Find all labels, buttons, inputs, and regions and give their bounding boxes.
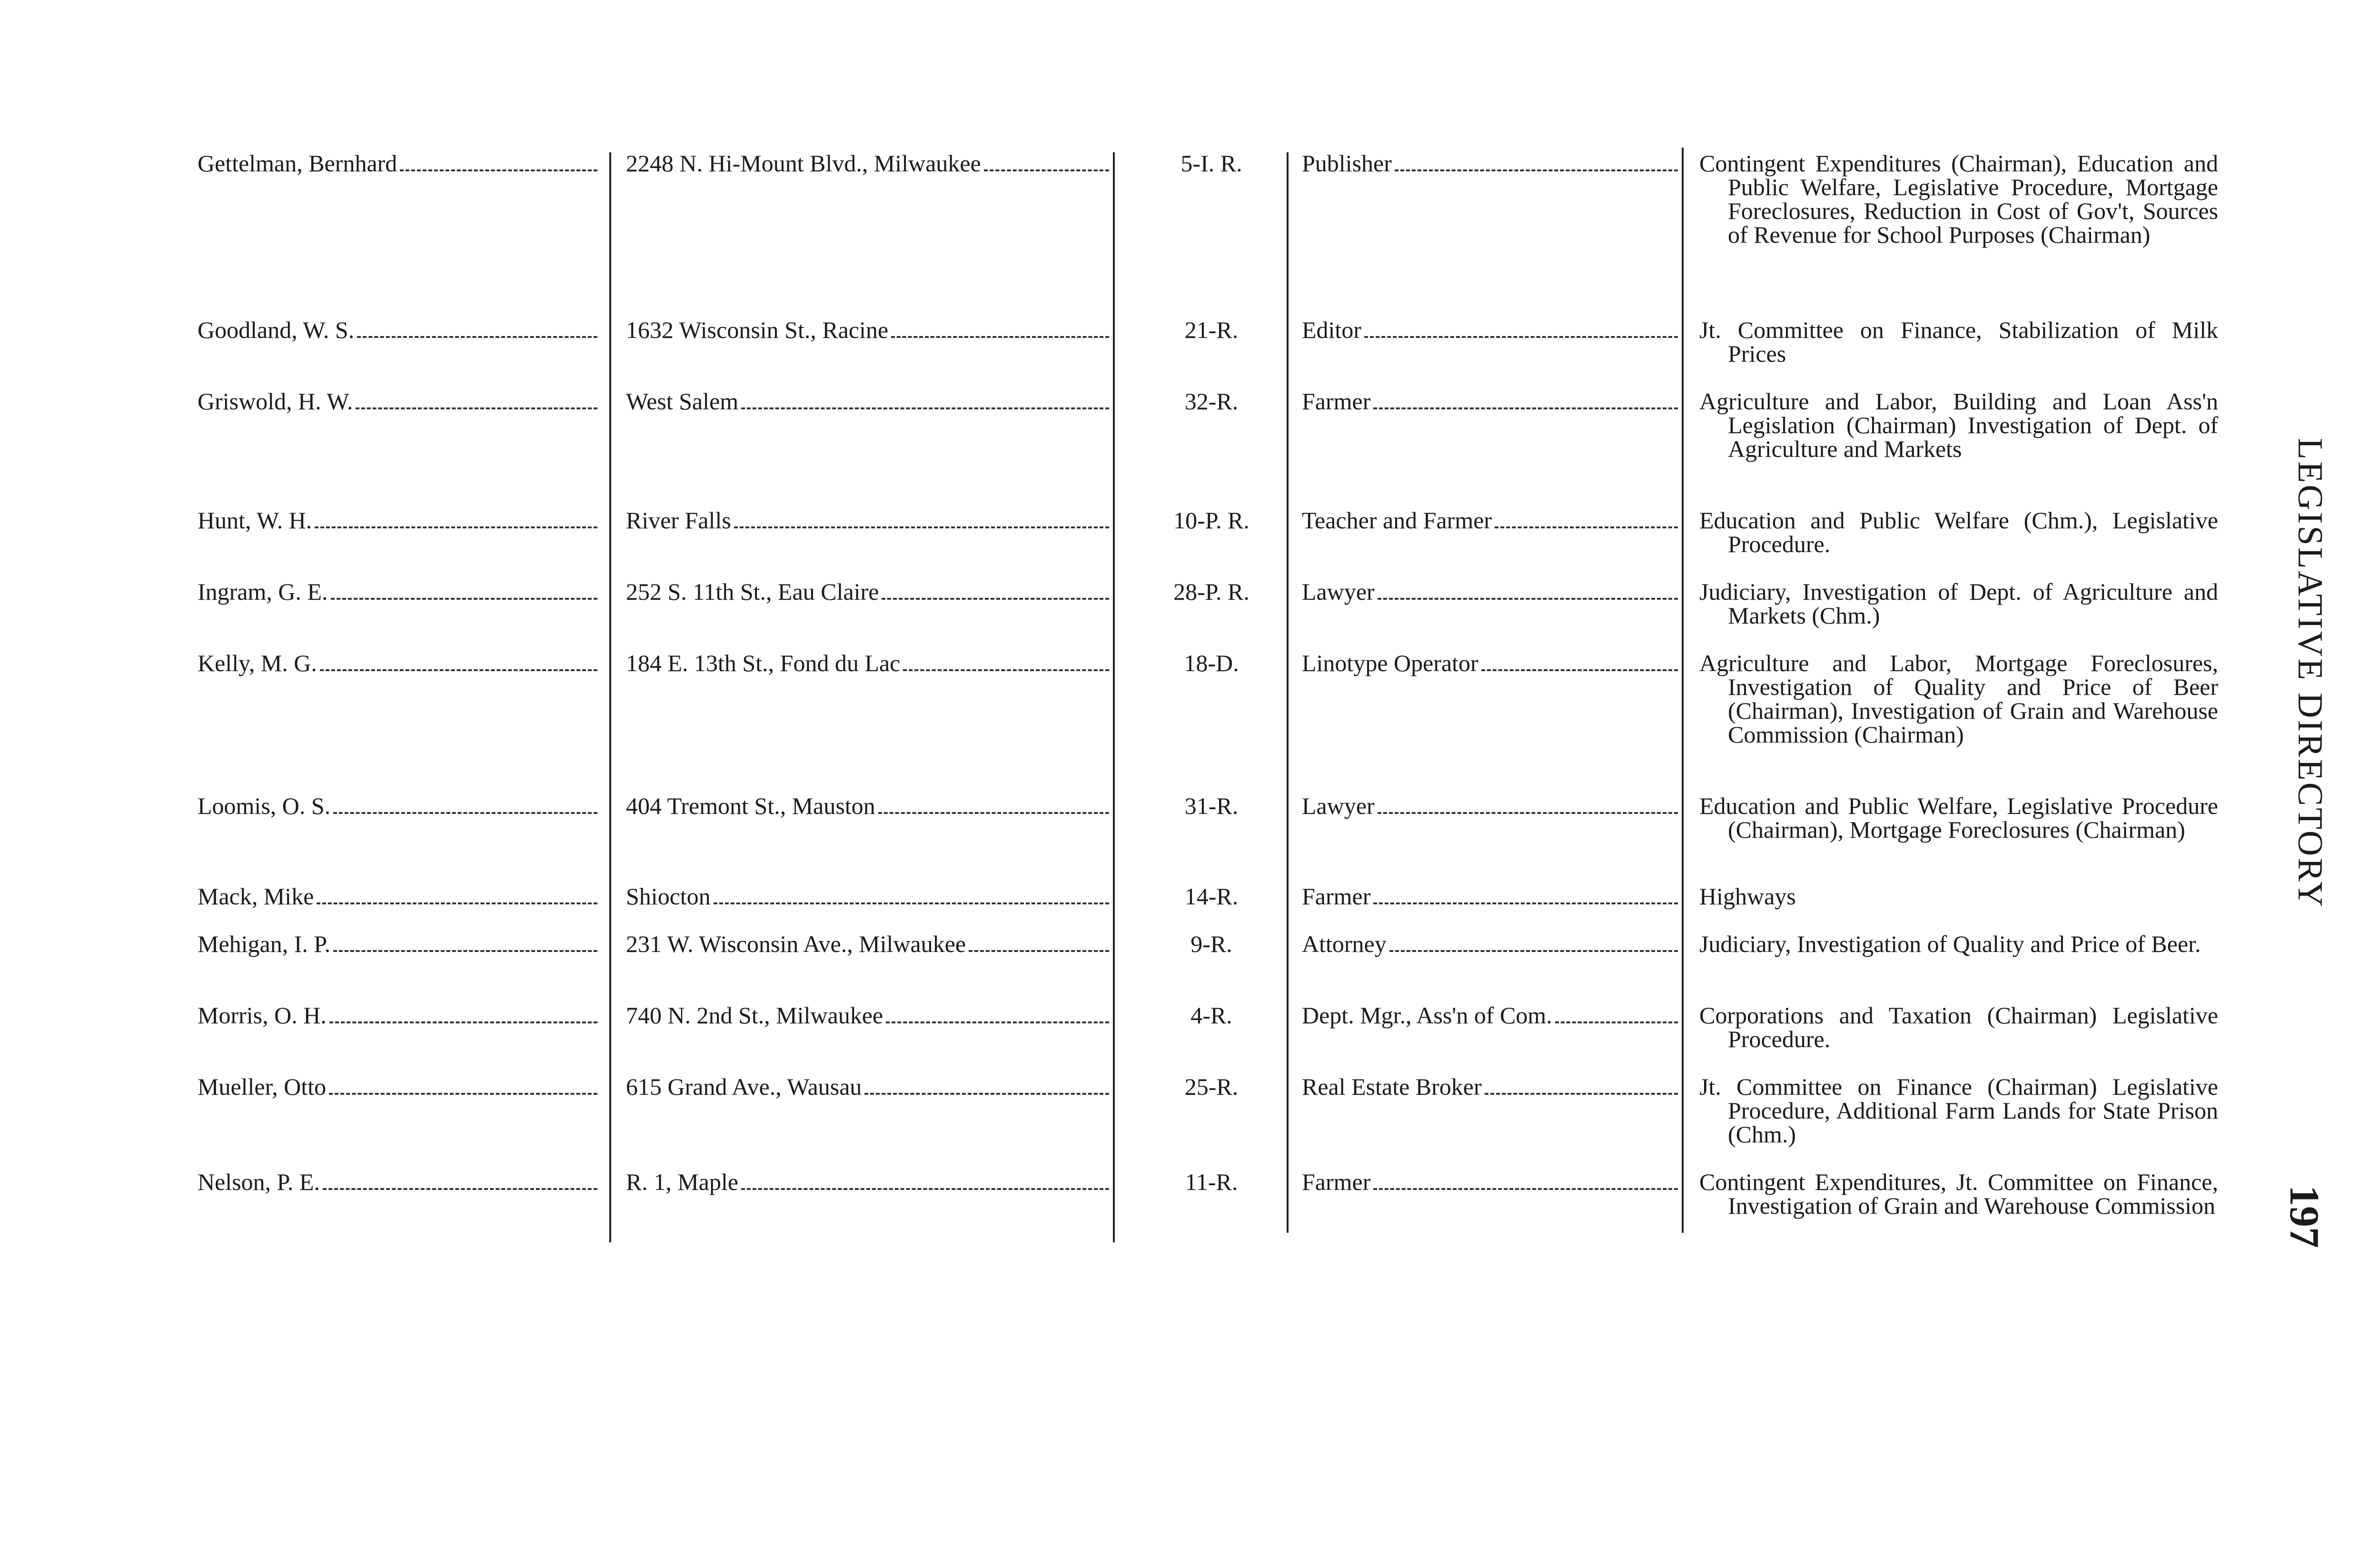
member-occupation (1302, 1003, 1678, 1028)
member-address-text: 231 W. Wisconsin Ave., Milwaukee (626, 931, 966, 957)
member-committees: Jt. Committee on Finance, Stabilization of Milk Prices (1699, 317, 2218, 367)
member-address-text: 2248 N. Hi-Mount Blvd., Milwaukee (626, 150, 981, 177)
member-address (626, 794, 1109, 819)
member-committees: Judiciary, Investigation of Dept. of Agriculture and Markets (Chm.) (1699, 578, 2218, 629)
dot-leader (333, 950, 597, 952)
member-name (198, 1075, 597, 1100)
member-committees: Judiciary, Investigation of Quality and Price of Beer. (1699, 931, 2201, 957)
member-committees: Corporations and Taxation (Chairman) Legislative Procedure. (1699, 1002, 2218, 1052)
member-address-text: 1632 Wisconsin St., Racine (626, 317, 889, 343)
dot-leader (1378, 812, 1678, 814)
member-address-text: 252 S. 11th St., Eau Claire (626, 578, 879, 605)
member-address-text: 184 E. 13th St., Fond du Lac (626, 650, 901, 676)
dot-leader (356, 407, 597, 409)
dot-leader (864, 1093, 1109, 1095)
dot-leader (323, 1188, 597, 1190)
member-district: 5-I. R. (1180, 150, 1242, 177)
member-name-text: Griswold, H. W. (198, 388, 353, 415)
dot-leader (878, 812, 1109, 814)
member-address (626, 508, 1109, 533)
dot-leader (886, 1021, 1109, 1023)
dot-leader (984, 169, 1109, 171)
member-name-text: Mehigan, I. P. (198, 931, 331, 957)
member-name (198, 318, 597, 343)
dot-leader (714, 902, 1109, 904)
member-occupation-text: Farmer (1302, 883, 1371, 910)
member-name (198, 508, 597, 533)
member-address-text: 615 Grand Ave., Wausau (626, 1073, 862, 1100)
member-committees: Agriculture and Labor, Building and Loan Ass'n Legislation (Chairman) Investigation of Dept. of Agriculture and Markets (1699, 388, 2218, 462)
member-district: 14-R. (1184, 883, 1239, 910)
member-address-text: 404 Tremont St., Mauston (626, 793, 875, 819)
member-occupation-text: Real Estate Broker (1302, 1073, 1482, 1100)
member-name (198, 932, 597, 957)
member-occupation-text: Editor (1302, 317, 1361, 343)
dot-leader (741, 1188, 1109, 1190)
member-address (626, 884, 1109, 909)
column-rule-name-address (609, 152, 611, 1242)
column-rule-occupation-committees (1682, 148, 1684, 1233)
member-address-text: River Falls (626, 507, 731, 534)
dot-leader (320, 669, 597, 671)
member-district: 18-D. (1184, 650, 1239, 676)
member-occupation-text: Attorney (1302, 931, 1387, 957)
member-district: 9-R. (1190, 931, 1232, 957)
dot-leader (333, 812, 597, 814)
member-name (198, 580, 597, 605)
column-rule-address-district (1113, 152, 1115, 1242)
member-name (198, 1170, 597, 1195)
member-address-text: Shiocton (626, 883, 711, 910)
member-committees: Highways (1699, 883, 1796, 910)
member-district: 25-R. (1184, 1073, 1239, 1100)
member-name (198, 1003, 597, 1028)
member-occupation (1302, 508, 1678, 533)
dot-leader (1481, 669, 1678, 671)
member-district: 4-R. (1190, 1002, 1232, 1029)
member-name-text: Ingram, G. E. (198, 578, 328, 605)
dot-leader (317, 902, 597, 904)
member-occupation (1302, 932, 1678, 957)
member-address (626, 651, 1109, 676)
member-address (626, 1170, 1109, 1195)
member-committees: Education and Public Welfare, Legislative Procedure (Chairman), Mortgage Foreclosures (Chairman) (1699, 793, 2218, 843)
column-rule-district-occupation (1287, 152, 1289, 1233)
dot-leader (400, 169, 597, 171)
member-occupation (1302, 1075, 1678, 1100)
dot-leader (1373, 902, 1678, 904)
member-occupation (1302, 318, 1678, 343)
member-address-text: R. 1, Maple (626, 1169, 739, 1195)
member-occupation (1302, 884, 1678, 909)
dot-leader (1373, 1188, 1678, 1190)
member-district: 21-R. (1184, 317, 1239, 343)
member-address (626, 1075, 1109, 1100)
member-name (198, 389, 597, 414)
member-occupation (1302, 794, 1678, 819)
member-occupation-text: Farmer (1302, 388, 1371, 415)
member-occupation-text: Farmer (1302, 1169, 1371, 1195)
dot-leader (1373, 407, 1678, 409)
dot-leader (357, 336, 597, 338)
member-address (626, 151, 1109, 176)
member-committees: Agriculture and Labor, Mortgage Foreclosures, Investigation of Quality and Price of Beer (Chairman), Investigation of Grain and Warehouse Commission (Chairman) (1699, 650, 2218, 748)
member-name (198, 151, 597, 176)
member-name-text: Mack, Mike (198, 883, 314, 910)
dot-leader (741, 407, 1109, 409)
running-title: LEGISLATIVE DIRECTORY (2291, 438, 2330, 909)
member-name-text: Mueller, Otto (198, 1073, 327, 1100)
member-occupation (1302, 651, 1678, 676)
member-committees: Contingent Expenditures, Jt. Committee on Finance, Investigation of Grain and Warehouse Commission (1699, 1169, 2218, 1219)
member-occupation (1302, 580, 1678, 605)
member-committees: Jt. Committee on Finance (Chairman) Legislative Procedure, Additional Farm Lands for State Prison (Chm.) (1699, 1073, 2218, 1148)
dot-leader (891, 336, 1109, 338)
dot-leader (329, 1093, 597, 1095)
member-occupation-text: Publisher (1302, 150, 1392, 177)
member-district: 32-R. (1184, 388, 1239, 415)
member-name-text: Morris, O. H. (198, 1002, 327, 1029)
member-address (626, 389, 1109, 414)
member-name-text: Kelly, M. G. (198, 650, 317, 676)
dot-leader (1378, 598, 1678, 600)
member-address (626, 932, 1109, 957)
member-committees: Education and Public Welfare (Chm.), Legislative Procedure. (1699, 507, 2218, 557)
member-name-text: Hunt, W. H. (198, 507, 312, 534)
member-address (626, 1003, 1109, 1028)
dot-leader (1395, 169, 1678, 171)
dot-leader (1555, 1021, 1678, 1023)
member-occupation-text: Lawyer (1302, 578, 1375, 605)
member-address-text: West Salem (626, 388, 739, 415)
member-address (626, 318, 1109, 343)
member-name (198, 884, 597, 909)
member-occupation-text: Dept. Mgr., Ass'n of Com. (1302, 1002, 1552, 1029)
member-district: 31-R. (1184, 793, 1239, 819)
member-occupation-text: Teacher and Farmer (1302, 507, 1492, 534)
dot-leader (1389, 950, 1678, 952)
member-occupation (1302, 151, 1678, 176)
dot-leader (329, 1021, 597, 1023)
member-district: 11-R. (1185, 1169, 1238, 1195)
member-district: 28-P. R. (1173, 578, 1250, 605)
member-occupation-text: Linotype Operator (1302, 650, 1478, 676)
member-district: 10-P. R. (1173, 507, 1250, 534)
member-address-text: 740 N. 2nd St., Milwaukee (626, 1002, 883, 1029)
dot-leader (331, 598, 597, 600)
member-name-text: Nelson, P. E. (198, 1169, 320, 1195)
member-name (198, 651, 597, 676)
page-number: 197 (2281, 1185, 2327, 1248)
dot-leader (315, 526, 597, 528)
member-occupation (1302, 1170, 1678, 1195)
member-occupation (1302, 389, 1678, 414)
member-address (626, 580, 1109, 605)
member-name-text: Gettelman, Bernhard (198, 150, 397, 177)
dot-leader (903, 669, 1109, 671)
dot-leader (1495, 526, 1678, 528)
dot-leader (969, 950, 1109, 952)
member-name-text: Goodland, W. S. (198, 317, 355, 343)
member-name-text: Loomis, O. S. (198, 793, 331, 819)
member-occupation-text: Lawyer (1302, 793, 1375, 819)
dot-leader (1364, 336, 1678, 338)
dot-leader (1485, 1093, 1678, 1095)
member-committees: Contingent Expenditures (Chairman), Education and Public Welfare, Legislative Procedure, Mortgage Foreclosures, Reduction in Cost of Gov't, Sources of Revenue for School Purposes (Chairman) (1699, 150, 2218, 248)
dot-leader (734, 526, 1109, 528)
member-name (198, 794, 597, 819)
dot-leader (882, 598, 1109, 600)
